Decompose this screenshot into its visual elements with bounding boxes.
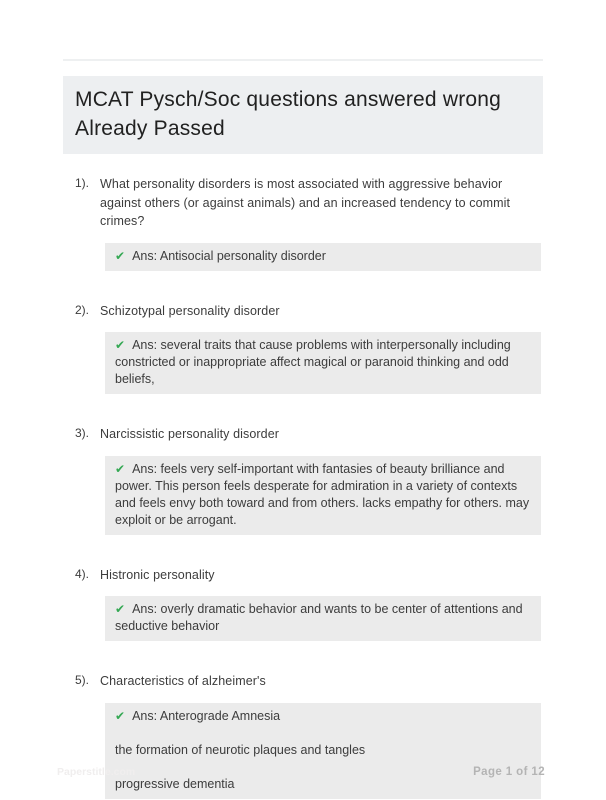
question-item: [75, 175, 543, 271]
question-item: [75, 302, 543, 395]
question-item: [75, 425, 543, 535]
answer-paragraph: ✔ Ans: Antisocial personality disorder: [115, 248, 326, 263]
check-icon: ✔: [115, 602, 126, 616]
check-icon: ✔: [115, 338, 126, 352]
question-number: 3).: [75, 426, 90, 440]
question-text: What personality disorders is most associated with aggressive behavior against others (or against animals) and an increased tendency to commit crimes?: [100, 177, 511, 228]
question-body: [100, 566, 543, 642]
question-list: [75, 175, 543, 800]
answer-paragraph: ✔ Ans: Anterograde Amnesia: [115, 708, 281, 723]
question-text: Schizotypal personality disorder: [100, 303, 280, 318]
question-body: [100, 672, 543, 799]
answer-paragraph: the formation of neurotic plaques and tangles: [115, 742, 366, 757]
question-body: [100, 302, 543, 395]
question-body: [100, 175, 543, 271]
question-number: 5).: [75, 673, 90, 687]
page-title: MCAT Pysch/Soc questions answered wrong Already Passed: [75, 88, 502, 140]
question-body: [100, 425, 543, 535]
question-number: 2).: [75, 302, 90, 317]
answer-paragraph: ✔ Ans: several traits that cause problems with interpersonally including constricted or inappropriate affect magical or paranoid thinking and odd beliefs,: [115, 338, 511, 386]
answer-paragraph: ✔ Ans: feels very self-important with fantasies of beauty brilliance and power. This person feels desperate for admiration in a variety of contexts and feels envy both toward and from others. lacks empathy for others. may exploit or be arrogant.: [115, 461, 530, 527]
question-text: Narcissistic personality disorder: [100, 427, 280, 441]
question-text: Histronic personality: [100, 567, 215, 582]
question-text: Characteristics of alzheimer's: [100, 674, 266, 688]
question-number: 4).: [75, 566, 90, 581]
check-icon: ✔: [115, 248, 126, 263]
question-number: 1).: [75, 176, 90, 190]
answer-paragraph: progressive dementia: [115, 776, 235, 791]
answer-box: [105, 596, 541, 641]
question-item: [75, 566, 543, 642]
check-icon: ✔: [115, 708, 126, 723]
page-number: Page 1 of 12: [473, 766, 545, 778]
watermark: Paperstitle.com: [57, 766, 136, 778]
page-footer: [0, 762, 606, 778]
title-box: [63, 76, 543, 154]
divider-rule: [63, 59, 543, 61]
answer-box: [105, 332, 541, 394]
answer-box: [105, 703, 541, 799]
question-item: [75, 672, 543, 799]
answer-box: [105, 456, 541, 535]
answer-box: [105, 243, 541, 271]
check-icon: ✔: [115, 461, 126, 476]
answer-paragraph: ✔ Ans: overly dramatic behavior and wants to be center of attentions and seductive behavior: [115, 602, 523, 633]
